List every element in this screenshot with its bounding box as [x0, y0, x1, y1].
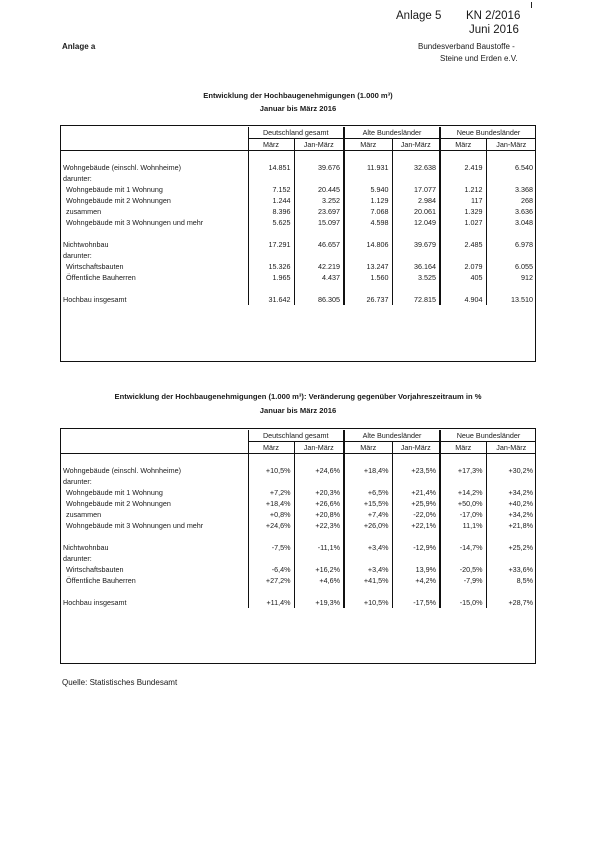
table-cell: -17,5% — [392, 597, 440, 608]
row-label: zusammen — [66, 510, 102, 519]
period-header-row — [60, 442, 536, 454]
row-label: darunter: — [63, 174, 92, 183]
table-cell: +18,4% — [248, 498, 294, 509]
table-cell: +17,3% — [440, 465, 486, 476]
table-row — [60, 162, 536, 173]
table-cell — [344, 250, 392, 261]
table-cell: +34,2% — [486, 509, 536, 520]
table-cell: +7,4% — [344, 509, 392, 520]
table-cell — [392, 228, 440, 239]
table-cell: +27,2% — [248, 575, 294, 586]
table-cell: +18,4% — [344, 465, 392, 476]
period-header: März — [248, 442, 294, 454]
table-cell: 1.560 — [344, 272, 392, 283]
table-cell — [440, 476, 486, 487]
table-cell — [440, 151, 486, 163]
table-cell: 5.625 — [248, 217, 294, 228]
table-cell — [486, 531, 536, 542]
table-cell — [440, 228, 486, 239]
table-cell: 3.252 — [294, 195, 344, 206]
table-cell: +16,2% — [294, 564, 344, 575]
period-header: Jan-März — [294, 139, 344, 151]
table1 — [60, 127, 536, 305]
table-cell: +50,0% — [440, 498, 486, 509]
table-cell — [392, 553, 440, 564]
table-cell: -15,0% — [440, 597, 486, 608]
table-cell: 39.676 — [294, 162, 344, 173]
table-row — [60, 294, 536, 305]
table-cell — [344, 531, 392, 542]
table-row — [60, 184, 536, 195]
row-label: darunter: — [63, 477, 92, 486]
period-header: März — [440, 442, 486, 454]
table-row — [60, 542, 536, 553]
region-group-header: Alte Bundesländer — [344, 127, 440, 139]
table-cell: -20,5% — [440, 564, 486, 575]
row-label: Wohngebäude (einschl. Wohnheime) — [63, 466, 182, 475]
table-row — [60, 531, 536, 542]
period-header: Jan-März — [486, 442, 536, 454]
row-label: Öffentliche Bauherren — [66, 576, 136, 585]
table-cell: 13.510 — [486, 294, 536, 305]
table-cell: 1.129 — [344, 195, 392, 206]
table-cell: 15.326 — [248, 261, 294, 272]
table-cell: +3,4% — [344, 564, 392, 575]
table-cell: -14,7% — [440, 542, 486, 553]
table-cell — [440, 173, 486, 184]
row-label — [60, 228, 248, 239]
table-cell — [344, 454, 392, 466]
table-cell: -17,0% — [440, 509, 486, 520]
period-header: Jan-März — [294, 442, 344, 454]
row-label — [60, 454, 248, 466]
table-cell — [248, 454, 294, 466]
table-cell — [440, 553, 486, 564]
table-cell: +21,4% — [392, 487, 440, 498]
table-cell — [248, 250, 294, 261]
table-cell: 1.027 — [440, 217, 486, 228]
region-group-header: Neue Bundesländer — [440, 430, 536, 442]
table-row — [60, 487, 536, 498]
report-date: Juni 2016 — [469, 24, 519, 36]
row-label: Wohngebäude mit 1 Wohnung — [66, 488, 163, 497]
table-cell — [392, 250, 440, 261]
table-cell: 4.904 — [440, 294, 486, 305]
table-cell — [294, 531, 344, 542]
table-row — [60, 195, 536, 206]
source-note: Quelle: Statistisches Bundesamt — [62, 678, 178, 687]
table-cell — [294, 454, 344, 466]
table-cell: 39.679 — [392, 239, 440, 250]
row-label: Wohngebäude (einschl. Wohnheime) — [63, 163, 182, 172]
table2 — [60, 430, 536, 608]
table-cell — [294, 151, 344, 163]
table-cell — [392, 151, 440, 163]
table-cell: 14.851 — [248, 162, 294, 173]
region-group-header: Neue Bundesländer — [440, 127, 536, 139]
row-label: Wohngebäude mit 2 Wohnungen — [66, 196, 171, 205]
table-cell: 1.965 — [248, 272, 294, 283]
table-cell: 6.540 — [486, 162, 536, 173]
table-cell: 8,5% — [486, 575, 536, 586]
table-cell — [392, 454, 440, 466]
table-cell: -22,0% — [392, 509, 440, 520]
row-label: Hochbau insgesamt — [63, 598, 127, 607]
table-cell: 32.638 — [392, 162, 440, 173]
header-spacer — [60, 430, 248, 442]
table-cell: +20,3% — [294, 487, 344, 498]
table-cell: +10,5% — [344, 597, 392, 608]
period-header: März — [344, 139, 392, 151]
table-cell: +40,2% — [486, 498, 536, 509]
table-row — [60, 151, 536, 163]
table-cell — [440, 454, 486, 466]
table-cell — [486, 228, 536, 239]
table-cell: +28,7% — [486, 597, 536, 608]
table-cell — [344, 173, 392, 184]
row-label: Hochbau insgesamt — [63, 295, 127, 304]
row-label — [60, 151, 248, 163]
table-cell: 17.291 — [248, 239, 294, 250]
table-cell: -12,9% — [392, 542, 440, 553]
table-cell: 5.940 — [344, 184, 392, 195]
corner-mark — [531, 2, 532, 8]
table-row — [60, 476, 536, 487]
table-row — [60, 283, 536, 294]
table2-title: Entwicklung der Hochbaugenehmigungen (1.000 m³): Veränderung gegenüber Vorjahreszeitraum in % — [114, 392, 482, 401]
table-cell: 117 — [440, 195, 486, 206]
table-row — [60, 250, 536, 261]
table-cell — [248, 283, 294, 294]
row-label: darunter: — [63, 251, 92, 260]
table-cell: +19,3% — [294, 597, 344, 608]
table-cell: +33,6% — [486, 564, 536, 575]
table-cell: 2.079 — [440, 261, 486, 272]
org-line-2: Steine und Erden e.V. — [440, 54, 518, 63]
table-cell: +34,2% — [486, 487, 536, 498]
table-cell: +11,4% — [248, 597, 294, 608]
table-cell: 1.329 — [440, 206, 486, 217]
table-cell: +30,2% — [486, 465, 536, 476]
table-cell — [344, 151, 392, 163]
table-row — [60, 498, 536, 509]
header-spacer — [60, 139, 248, 151]
table-row — [60, 261, 536, 272]
group-header-row — [60, 430, 536, 442]
row-label: zusammen — [66, 207, 102, 216]
table-cell — [248, 531, 294, 542]
table-cell: 13,9% — [392, 564, 440, 575]
table-cell: 3.048 — [486, 217, 536, 228]
table-cell — [486, 476, 536, 487]
row-label: Wohngebäude mit 3 Wohnungen und mehr — [66, 521, 204, 530]
table-cell: 3.525 — [392, 272, 440, 283]
table-cell — [294, 250, 344, 261]
header-spacer — [60, 442, 248, 454]
table-cell: 36.164 — [392, 261, 440, 272]
period-header: März — [248, 139, 294, 151]
table-cell — [294, 586, 344, 597]
table-cell — [486, 553, 536, 564]
table-cell: 4.437 — [294, 272, 344, 283]
table-cell: 912 — [486, 272, 536, 283]
table-cell: +6,5% — [344, 487, 392, 498]
row-label — [60, 531, 248, 542]
row-label: Wohngebäude mit 3 Wohnungen und mehr — [66, 218, 204, 227]
anlage-label-left: Anlage a — [62, 42, 96, 51]
table-row — [60, 509, 536, 520]
table-cell: -11,1% — [294, 542, 344, 553]
table-cell — [344, 476, 392, 487]
table-cell: 31.642 — [248, 294, 294, 305]
table-cell: +25,9% — [392, 498, 440, 509]
table-cell: 6.055 — [486, 261, 536, 272]
table-cell: +22,1% — [392, 520, 440, 531]
table-cell — [486, 151, 536, 163]
region-group-header: Deutschland gesamt — [248, 430, 344, 442]
table-cell: +20,8% — [294, 509, 344, 520]
table-cell — [392, 586, 440, 597]
table-cell: +22,3% — [294, 520, 344, 531]
table-cell: +7,2% — [248, 487, 294, 498]
table-cell: 17.077 — [392, 184, 440, 195]
table-row — [60, 454, 536, 466]
table-cell: 86.305 — [294, 294, 344, 305]
period-header-row — [60, 139, 536, 151]
table-cell: 15.097 — [294, 217, 344, 228]
table-cell — [248, 476, 294, 487]
region-group-header: Deutschland gesamt — [248, 127, 344, 139]
table-cell: +26,0% — [344, 520, 392, 531]
table-row — [60, 586, 536, 597]
table-cell — [440, 531, 486, 542]
table-cell: +4,2% — [392, 575, 440, 586]
table-cell: +3,4% — [344, 542, 392, 553]
table-cell — [248, 586, 294, 597]
period-header: Jan-März — [486, 139, 536, 151]
row-label: Wirtschaftsbauten — [66, 262, 124, 271]
table-row — [60, 597, 536, 608]
table-cell: 268 — [486, 195, 536, 206]
table-cell: 3.368 — [486, 184, 536, 195]
period-header: März — [440, 139, 486, 151]
table-cell: 1.212 — [440, 184, 486, 195]
table-cell: 46.657 — [294, 239, 344, 250]
report-number: KN 2/2016 — [466, 10, 521, 22]
table-cell: +24,6% — [294, 465, 344, 476]
table-cell: 11,1% — [440, 520, 486, 531]
table-cell: 7.152 — [248, 184, 294, 195]
table-row — [60, 575, 536, 586]
table-cell — [344, 283, 392, 294]
table-cell — [392, 173, 440, 184]
table-cell: +10,5% — [248, 465, 294, 476]
group-header-row — [60, 127, 536, 139]
table-row — [60, 564, 536, 575]
table-cell: 2.419 — [440, 162, 486, 173]
table-cell: +4,6% — [294, 575, 344, 586]
table-cell — [392, 283, 440, 294]
table-cell — [294, 228, 344, 239]
table-row — [60, 228, 536, 239]
table-cell — [486, 454, 536, 466]
table-cell: -7,9% — [440, 575, 486, 586]
period-header: Jan-März — [392, 139, 440, 151]
table-cell: +23,5% — [392, 465, 440, 476]
table-cell — [344, 228, 392, 239]
table-cell — [294, 283, 344, 294]
table-cell: -7,5% — [248, 542, 294, 553]
table-row — [60, 520, 536, 531]
table-cell: +14,2% — [440, 487, 486, 498]
table-cell: 72.815 — [392, 294, 440, 305]
table-row — [60, 465, 536, 476]
table-cell: 20.061 — [392, 206, 440, 217]
table-cell — [392, 476, 440, 487]
table-cell — [248, 553, 294, 564]
table-cell — [440, 283, 486, 294]
table-row — [60, 272, 536, 283]
table-cell: 12.049 — [392, 217, 440, 228]
row-label: Öffentliche Bauherren — [66, 273, 136, 282]
table-cell — [248, 173, 294, 184]
table-cell: 3.636 — [486, 206, 536, 217]
table-cell: 6.978 — [486, 239, 536, 250]
period-header: März — [344, 442, 392, 454]
table-cell — [440, 250, 486, 261]
table-cell: 42.219 — [294, 261, 344, 272]
table-cell — [486, 283, 536, 294]
table-cell: 7.068 — [344, 206, 392, 217]
table-cell: +21,8% — [486, 520, 536, 531]
table-cell — [486, 586, 536, 597]
row-label: Nichtwohnbau — [63, 240, 109, 249]
table-cell: -6,4% — [248, 564, 294, 575]
table-cell: 20.445 — [294, 184, 344, 195]
row-label: Wohngebäude mit 1 Wohnung — [66, 185, 163, 194]
table-row — [60, 206, 536, 217]
table-row — [60, 239, 536, 250]
table-cell — [294, 173, 344, 184]
region-group-header: Alte Bundesländer — [344, 430, 440, 442]
table-cell: 26.737 — [344, 294, 392, 305]
row-label: darunter: — [63, 554, 92, 563]
row-label — [60, 283, 248, 294]
row-label: Wohngebäude mit 2 Wohnungen — [66, 499, 171, 508]
table-cell — [344, 586, 392, 597]
table-cell: 405 — [440, 272, 486, 283]
table-cell: 11.931 — [344, 162, 392, 173]
table-row — [60, 217, 536, 228]
table-cell: 2.984 — [392, 195, 440, 206]
org-line-1: Bundesverband Baustoffe - — [418, 42, 515, 51]
row-label — [60, 586, 248, 597]
table-cell: +15,5% — [344, 498, 392, 509]
table-cell — [486, 173, 536, 184]
table-cell — [294, 553, 344, 564]
table-cell: +26,6% — [294, 498, 344, 509]
table-cell: 13.247 — [344, 261, 392, 272]
anlage-number: Anlage 5 — [396, 10, 442, 22]
table-cell: 8.396 — [248, 206, 294, 217]
table-row — [60, 553, 536, 564]
row-label: Wirtschaftsbauten — [66, 565, 124, 574]
table-cell — [248, 151, 294, 163]
table2-subtitle: Januar bis März 2016 — [259, 406, 337, 415]
period-header: Jan-März — [392, 442, 440, 454]
table-row — [60, 173, 536, 184]
table-cell: 2.485 — [440, 239, 486, 250]
table-cell — [392, 531, 440, 542]
table-cell — [248, 228, 294, 239]
table-cell: +25,2% — [486, 542, 536, 553]
table-cell: 23.697 — [294, 206, 344, 217]
table-cell — [294, 476, 344, 487]
table1-title: Entwicklung der Hochbaugenehmigungen (1.000 m³) — [203, 91, 393, 100]
table-cell — [486, 250, 536, 261]
table-cell — [344, 553, 392, 564]
table-cell: 4.598 — [344, 217, 392, 228]
table-cell — [440, 586, 486, 597]
table-cell: 14.806 — [344, 239, 392, 250]
table-cell: 1.244 — [248, 195, 294, 206]
header-spacer — [60, 127, 248, 139]
table-cell: +0,8% — [248, 509, 294, 520]
row-label: Nichtwohnbau — [63, 543, 109, 552]
table-cell: +24,6% — [248, 520, 294, 531]
table1-subtitle: Januar bis März 2016 — [259, 104, 337, 113]
table-cell: +41,5% — [344, 575, 392, 586]
